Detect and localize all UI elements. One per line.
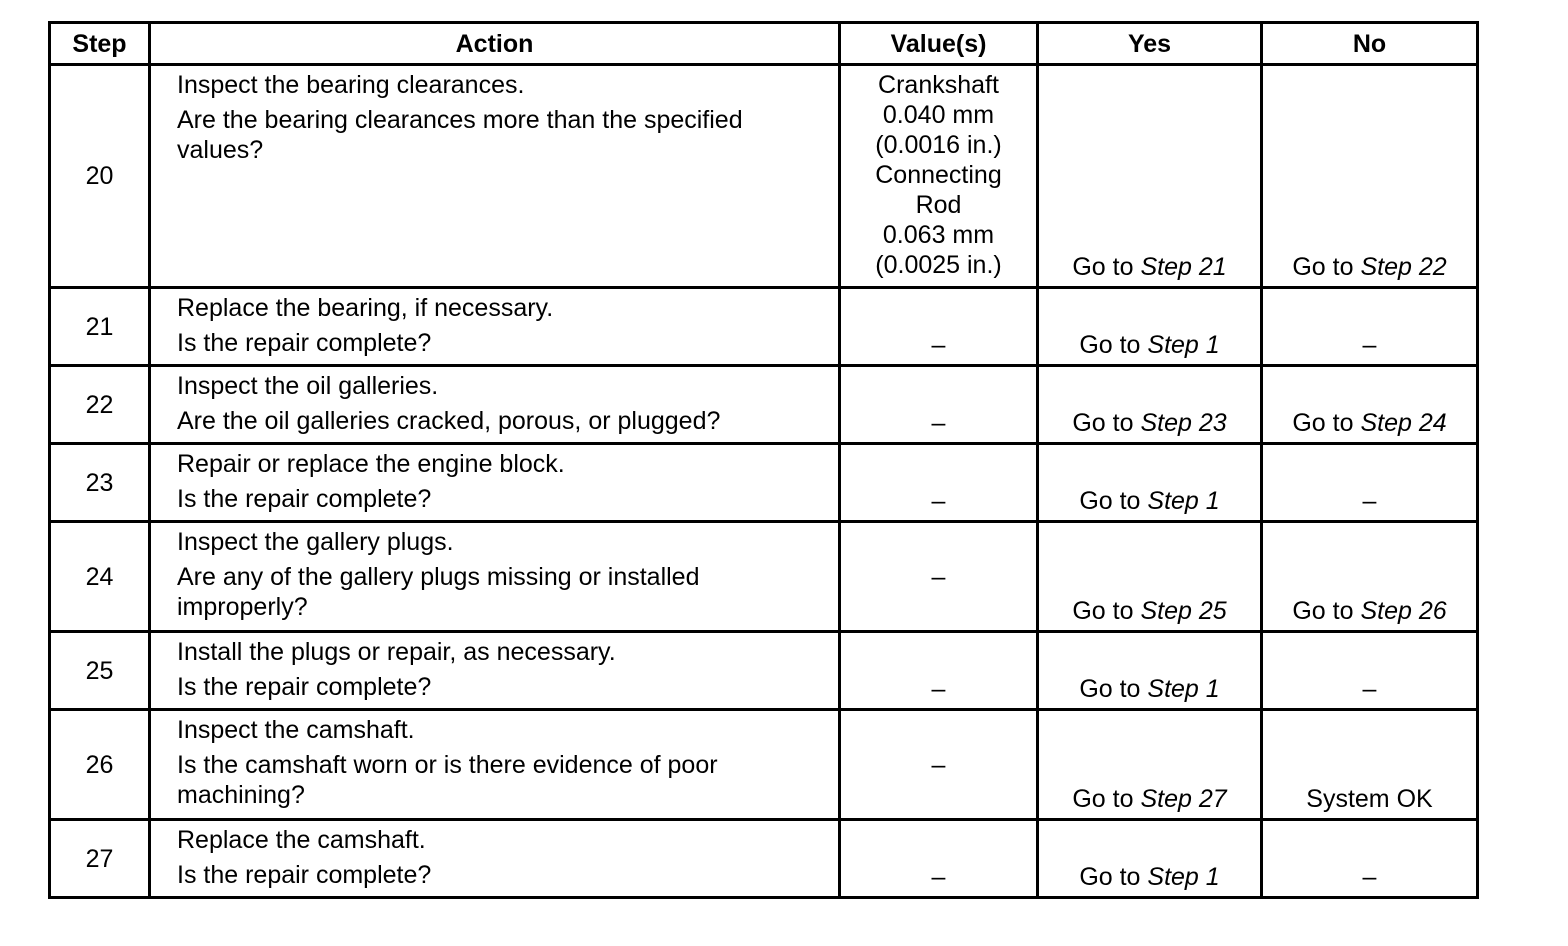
yes-step-link[interactable]: Step 27 <box>1140 785 1227 813</box>
no-prefix: Go to <box>1292 253 1361 281</box>
action-cell <box>150 710 840 820</box>
yes-prefix: Go to <box>1079 331 1148 359</box>
yes-cell <box>1038 288 1262 366</box>
table-row <box>50 710 1478 820</box>
header-step: Step <box>50 23 150 65</box>
values-cell: – <box>840 820 1038 898</box>
no-cell: – <box>1262 288 1478 366</box>
table-row <box>50 444 1478 522</box>
table-row <box>50 65 1478 288</box>
yes-prefix: Go to <box>1079 675 1148 703</box>
action-cell <box>150 65 840 288</box>
no-prefix: Go to <box>1292 409 1361 437</box>
values-cell: – <box>840 444 1038 522</box>
step-number: 21 <box>50 288 150 366</box>
no-step-link[interactable]: Step 24 <box>1360 409 1447 437</box>
yes-step-link[interactable]: Step 25 <box>1140 597 1227 625</box>
yes-prefix: Go to <box>1072 253 1141 281</box>
no-cell <box>1262 366 1478 444</box>
action-instruction: Inspect the oil galleries. <box>177 372 439 400</box>
yes-prefix: Go to <box>1079 863 1148 891</box>
action-instruction: Inspect the camshaft. <box>177 716 415 744</box>
action-question: Are the oil galleries cracked, porous, or plugged? <box>177 407 721 435</box>
values-cell: – <box>840 710 1038 820</box>
action-instruction: Replace the camshaft. <box>177 826 426 854</box>
action-cell <box>150 522 840 632</box>
no-cell: – <box>1262 632 1478 710</box>
yes-prefix: Go to <box>1079 487 1148 515</box>
yes-cell <box>1038 710 1262 820</box>
action-cell <box>150 632 840 710</box>
values-cell: – <box>840 366 1038 444</box>
yes-cell <box>1038 522 1262 632</box>
value-line: Rod <box>915 191 962 219</box>
yes-step-link[interactable]: Step 1 <box>1147 487 1220 515</box>
action-question: Is the repair complete? <box>177 485 432 513</box>
values-cell: – <box>840 632 1038 710</box>
step-number: 20 <box>50 65 150 288</box>
yes-cell <box>1038 632 1262 710</box>
action-cell <box>150 444 840 522</box>
yes-prefix: Go to <box>1072 785 1141 813</box>
value-line: 0.063 mm <box>882 221 995 249</box>
step-number: 24 <box>50 522 150 632</box>
yes-step-link[interactable]: Step 1 <box>1147 863 1220 891</box>
header-no: No <box>1262 23 1478 65</box>
values-cell: – <box>840 522 1038 632</box>
value-line: Crankshaft <box>878 71 999 99</box>
table-row <box>50 522 1478 632</box>
yes-step-link[interactable]: Step 23 <box>1140 409 1227 437</box>
action-instruction: Repair or replace the engine block. <box>177 450 565 478</box>
action-question: Is the repair complete? <box>177 329 432 357</box>
yes-step-link[interactable]: Step 1 <box>1147 331 1220 359</box>
values-cell: – <box>840 288 1038 366</box>
action-instruction: Replace the bearing, if necessary. <box>177 294 554 322</box>
action-instruction: Inspect the gallery plugs. <box>177 528 454 556</box>
no-cell <box>1262 65 1478 288</box>
values-cell <box>840 65 1038 288</box>
no-step-link[interactable]: Step 26 <box>1360 597 1447 625</box>
table-row <box>50 288 1478 366</box>
yes-cell <box>1038 444 1262 522</box>
diagnostic-table-container <box>48 21 1476 897</box>
action-cell <box>150 820 840 898</box>
step-number: 23 <box>50 444 150 522</box>
no-cell <box>1262 522 1478 632</box>
action-cell <box>150 288 840 366</box>
diagnostic-table <box>48 21 1479 899</box>
no-prefix: Go to <box>1292 597 1361 625</box>
yes-cell <box>1038 820 1262 898</box>
no-cell: – <box>1262 444 1478 522</box>
yes-step-link[interactable]: Step 1 <box>1147 675 1220 703</box>
header-values: Value(s) <box>840 23 1038 65</box>
step-number: 22 <box>50 366 150 444</box>
table-row <box>50 820 1478 898</box>
no-step-link[interactable]: Step 22 <box>1360 253 1447 281</box>
yes-prefix: Go to <box>1072 597 1141 625</box>
no-cell: System OK <box>1262 710 1478 820</box>
action-question: Are the bearing clearances more than the specified values? <box>177 106 743 164</box>
action-question: Is the repair complete? <box>177 673 432 701</box>
header-row <box>50 23 1478 65</box>
value-line: 0.040 mm <box>882 101 995 129</box>
no-cell: – <box>1262 820 1478 898</box>
step-number: 25 <box>50 632 150 710</box>
action-question: Are any of the gallery plugs missing or installed improperly? <box>177 563 700 621</box>
header-yes: Yes <box>1038 23 1262 65</box>
header-action: Action <box>150 23 840 65</box>
action-question: Is the camshaft worn or is there evidence of poor machining? <box>177 751 718 809</box>
yes-cell <box>1038 366 1262 444</box>
yes-cell <box>1038 65 1262 288</box>
action-instruction: Install the plugs or repair, as necessary. <box>177 638 616 666</box>
value-line: (0.0025 in.) <box>875 251 1002 279</box>
action-cell <box>150 366 840 444</box>
action-question: Is the repair complete? <box>177 861 432 889</box>
table-row <box>50 366 1478 444</box>
value-line: Connecting <box>875 161 1002 189</box>
value-line: (0.0016 in.) <box>875 131 1002 159</box>
yes-step-link[interactable]: Step 21 <box>1140 253 1227 281</box>
yes-prefix: Go to <box>1072 409 1141 437</box>
table-row <box>50 632 1478 710</box>
step-number: 26 <box>50 710 150 820</box>
action-instruction: Inspect the bearing clearances. <box>177 71 525 99</box>
step-number: 27 <box>50 820 150 898</box>
